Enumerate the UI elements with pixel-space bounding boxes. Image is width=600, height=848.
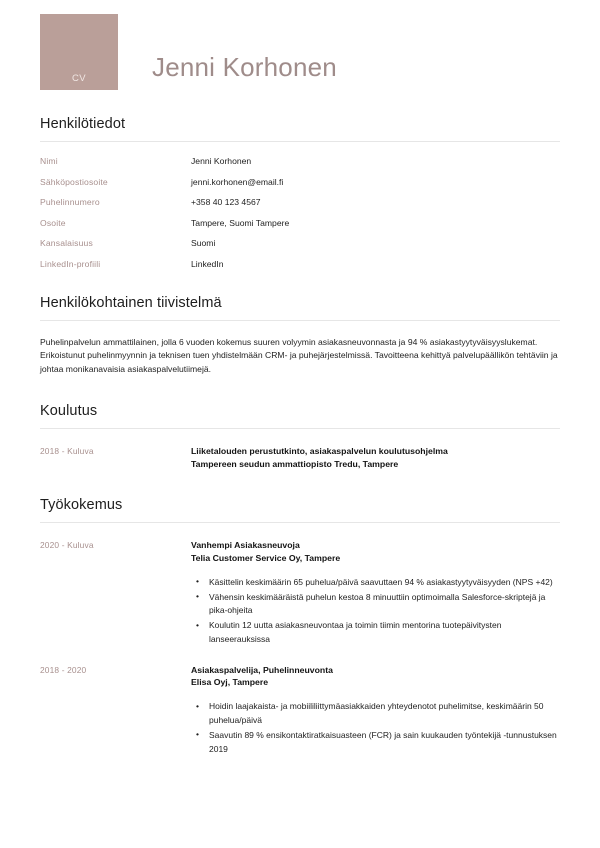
personal-info-table [40,156,560,269]
info-value: Jenni Korhonen [191,156,252,166]
entry-dates: 2020 - Kuluva [40,540,94,551]
work-entry [40,664,560,758]
info-row [40,197,560,207]
document-header [0,0,600,90]
section-divider [40,428,560,429]
entry-organization: Elisa Oyj, Tampere [191,677,269,688]
info-row [40,238,560,248]
section-title-work-experience: Työkokemus [40,497,123,514]
info-label: LinkedIn-profiili [40,258,101,269]
section-title-summary: Henkilökohtainen tiivistelmä [40,294,222,311]
info-value: +358 40 123 4567 [191,197,261,207]
entry-dates: 2018 - Kuluva [40,446,94,457]
entry-title: Vanhempi Asiakasneuvoja [191,540,300,551]
entry-dates: 2018 - 2020 [40,664,87,675]
document-content [0,116,600,757]
entry-body [191,539,560,648]
info-value: Suomi [191,238,216,248]
section-summary [40,295,560,378]
entry-bullet: • Koulutin 12 uutta asiakasneuvontaa ja toimin tiimin mentorina tuotepäivitysten lanseerauksissa [207,619,560,647]
cv-badge-block [40,14,118,90]
entry-body [191,664,560,758]
section-personal-info [40,116,560,269]
entry-bullet: • Käsittelin keskimäärin 65 puhelua/päivä saavuttaen 94 % asiakastyytyväisyyden (NPS +42) [207,576,560,590]
info-row [40,177,560,187]
entry-body [191,445,560,471]
entry-title: Liiketalouden perustutkinto, asiakaspalvelun koulutusohjelma [191,446,448,457]
section-divider [40,141,560,142]
info-row [40,156,560,166]
info-label: Osoite [40,217,66,228]
entry-organization: Telia Customer Service Oy, Tampere [191,552,341,563]
education-entry [40,445,560,471]
section-education [40,403,560,471]
entry-bullet: • Hoidin laajakaista- ja mobiililiittymäasiakkaiden yhteydenotot puhelimitse, keskimäärin 50 puhelua/päivä [207,700,560,728]
entry-bullet: • Saavutin 89 % ensikontaktiratkaisuasteen (FCR) ja sain kuukauden työntekijä -tunnustuksen 2019 [207,729,560,757]
section-divider [40,522,560,523]
info-label: Kansalaisuus [40,238,93,248]
entry-organization: Tampereen seudun ammattiopisto Tredu, Tampere [191,459,399,470]
info-row [40,218,560,228]
summary-paragraph: Puhelinpalvelun ammattilainen, jolla 6 vuoden kokemus suuren volyymin asiakasneuvonnasta ja 94 % asiakastyytyväisyyslukemat. Erikoistunut puhelinmyynnin ja teknisen tuen yhdistelmään CRM- ja puhejärjestelmissä. Tavoitteena kehittyä palvelupäällikön tehtäviin ja johtaa monikanavaisia asiakaspalvelutiimejä. [40,336,558,375]
section-divider [40,320,560,321]
info-value: jenni.korhonen@email.fi [191,176,284,187]
work-entry [40,539,560,648]
info-value: Tampere, Suomi Tampere [191,217,290,228]
info-label: Sähköpostiosoite [40,176,108,187]
cv-badge-label: CV [72,73,86,84]
entry-bullet-list [191,700,560,756]
info-label: Nimi [40,156,58,166]
section-title-personal-info: Henkilötiedot [40,116,126,132]
section-work-experience [40,497,560,757]
entry-title: Asiakaspalvelija, Puhelinneuvonta [191,664,333,675]
candidate-name-title: Jenni Korhonen [152,52,337,82]
entry-bullet-list [191,576,560,647]
info-row [40,259,560,269]
info-value-linkedin[interactable]: LinkedIn [191,258,224,269]
section-title-education: Koulutus [40,403,98,420]
entry-bullet: • Vähensin keskimääräistä puhelun kestoa 8 minuuttiin optimoimalla Salesforce-skriptejä ja pika-ohjeita [207,591,560,619]
info-label: Puhelinnumero [40,197,100,207]
